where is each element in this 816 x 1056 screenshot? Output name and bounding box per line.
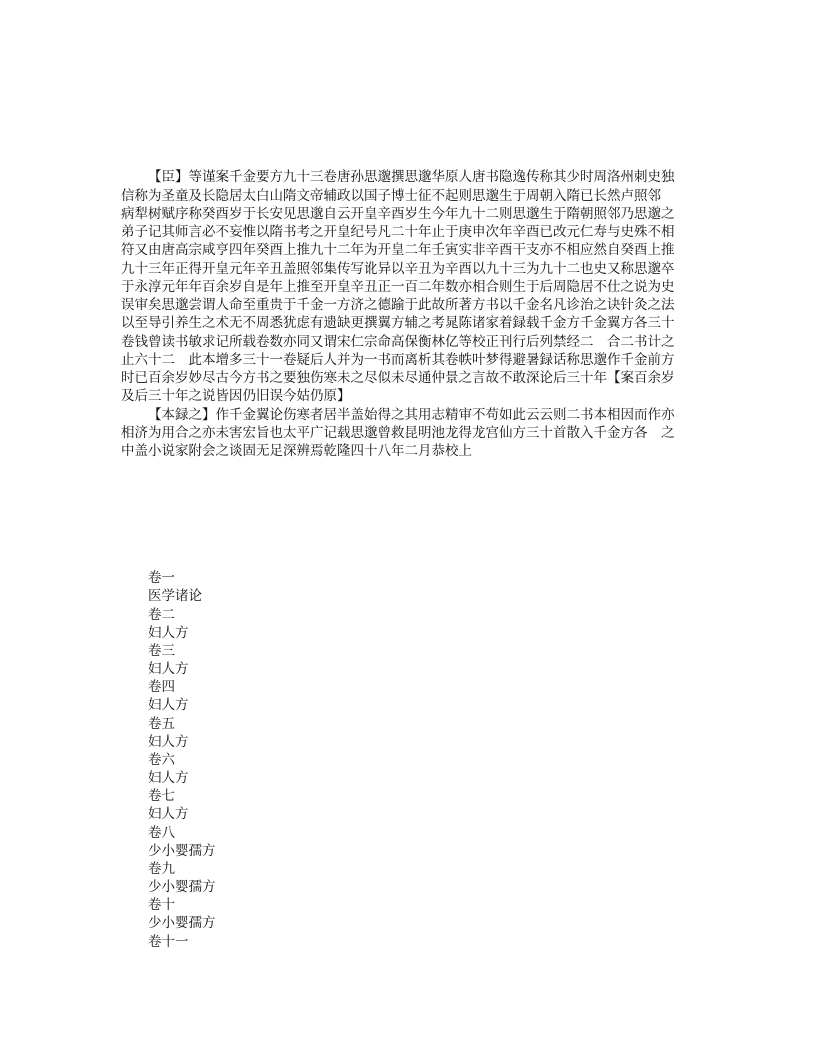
toc-title: 少小婴孺方 [148,915,216,931]
tiyao-line: 时已百余岁妙尽古今方书之要独伤寒未之尽似未尽通仲景之言故不敢深论后三十年【案百余岁 [121,370,675,386]
toc-title: 妇人方 [148,734,189,750]
tiyao-line: 信称为圣童及长隐居太白山隋文帝辅政以国子博士征不起则思邈生于周朝入隋已长然卢照邻 [121,188,661,204]
tiyao-line: 弟子记其师言必不妄惟以隋书考之开皇纪号凡二十年止于庚申次年辛酉已改元仁寿与史殊不相 [121,224,675,240]
toc-title: 少小婴孺方 [148,843,216,859]
note-line: 【本録之】作千金翼论伤寒者居半盖始得之其用志精审不苟如此云云则二书本相因而作亦 [148,407,675,423]
tiyao-line: 于永淳元年年百余岁自是年上推至开皇辛丑正一百二年数亦相合则生于后周隐居不仕之说为史 [121,279,675,295]
toc-title: 妇人方 [148,806,189,822]
tiyao-line: 九十三年正得开皇元年辛丑盖照邻集传写讹异以辛丑为辛酉以九十三为九十二也史又称思邈卒 [121,261,675,277]
toc-volume: 卷十一 [148,934,189,950]
toc-volume: 卷四 [148,679,175,695]
tiyao-line: 止六十二 此本增多三十一卷疑后人并为一书而离析其卷帙叶梦得避暑録话称思邈作千金前方 [121,352,675,368]
tiyao-line: 【臣】等谨案千金要方九十三卷唐孙思邈撰思邈华原人唐书隐逸传称其少时周洛州刺史独 [148,169,675,185]
toc-title: 妇人方 [148,625,189,641]
toc-title: 妇人方 [148,770,189,786]
tiyao-line: 以至导引养生之术无不周悉犹虑有遗缺更撰翼方辅之考晁陈诸家着録载千金方千金翼方各三十 [121,315,675,331]
tiyao-line: 误审矣思邈尝谓人命至重贵于千金一方济之德踰于此故所著方书以千金名凡诊治之诀针灸之法 [121,297,675,313]
tiyao-line: 及后三十年之说皆因仍旧误今姑仍原】 [121,388,351,404]
toc-title: 妇人方 [148,661,189,677]
toc-volume: 卷五 [148,716,175,732]
toc-volume: 卷八 [148,825,175,841]
toc-title: 妇人方 [148,697,189,713]
note-line: 相济为用合之亦未害宏旨也太平广记载思邈曾救昆明池龙得龙宫仙方三十首散入千金方各 之 [121,425,675,441]
toc-volume: 卷六 [148,752,175,768]
toc-volume: 卷二 [148,607,175,623]
tiyao-line: 符又由唐高宗咸亨四年癸酉上推九十二年为开皇二年壬寅实非辛酉干支亦不相应然自癸酉上推 [121,242,675,258]
toc-volume: 卷十 [148,897,175,913]
toc-title: 少小婴孺方 [148,879,216,895]
tiyao-line: 卷钱曾读书敏求记所载卷数亦同又谓宋仁宗命高保衡林亿等校正刊行后列禁经二 合二书计之 [121,334,675,350]
toc-volume: 卷七 [148,788,175,804]
toc-volume: 卷九 [148,861,175,877]
toc-title: 医学诸论 [148,588,202,604]
toc-volume: 卷三 [148,643,175,659]
note-line: 中盖小说家附会之谈固无足深辨焉乾隆四十八年二月恭校上 [121,443,472,459]
toc-volume: 卷一 [148,570,175,586]
tiyao-line: 病犁树赋序称癸酉岁于长安见思邈自云开皇辛酉岁生今年九十二则思邈生于隋朝照邻乃思邈之 [121,206,675,222]
